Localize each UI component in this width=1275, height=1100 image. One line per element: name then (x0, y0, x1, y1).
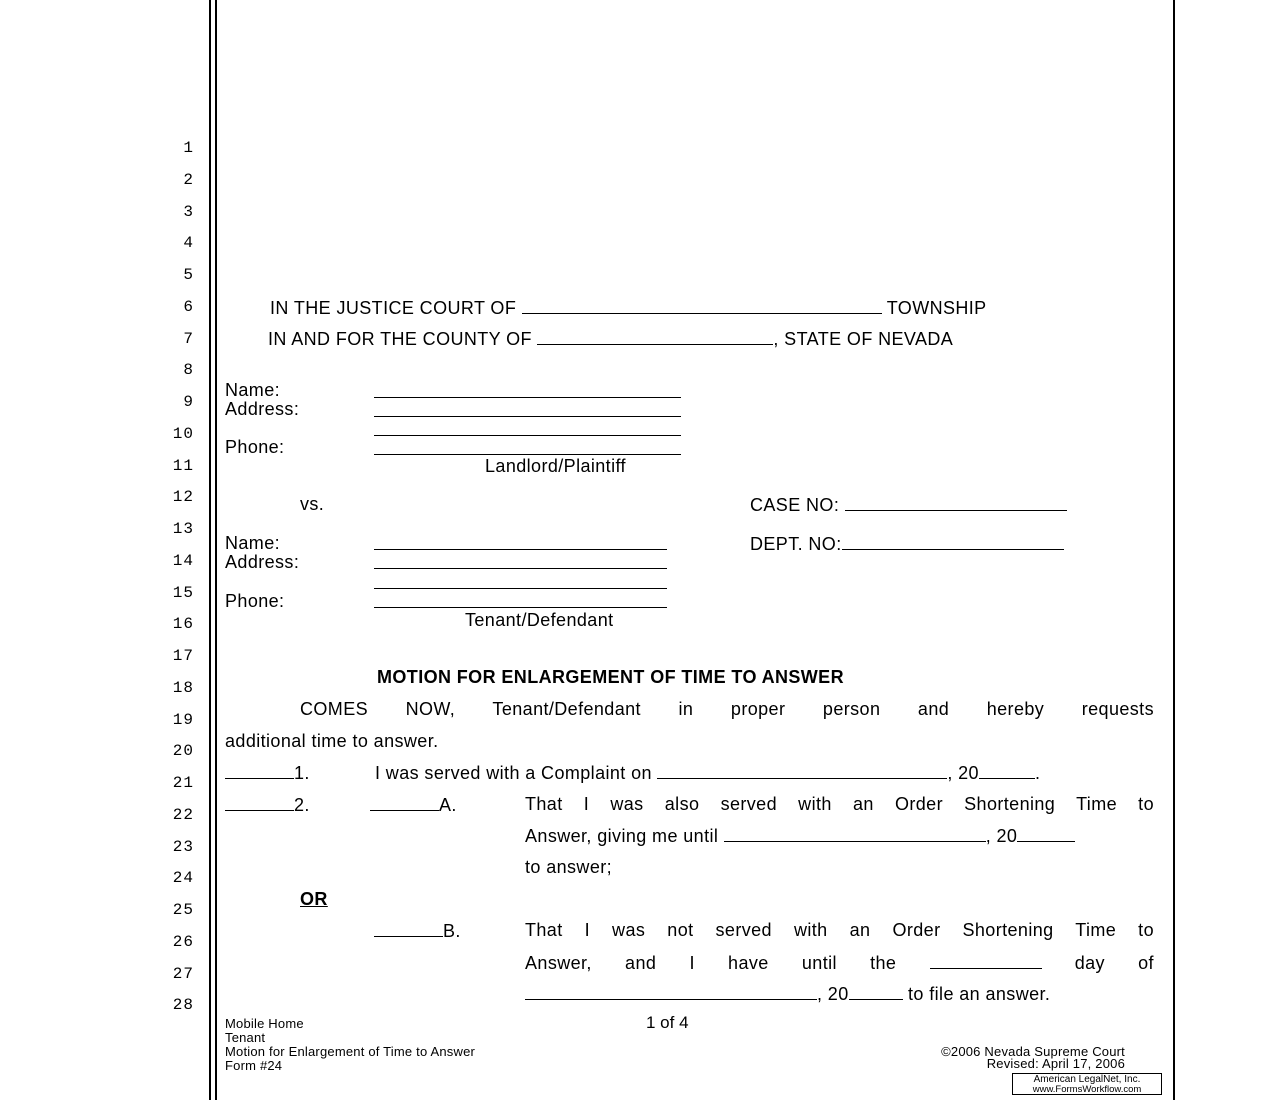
dept-no-blank[interactable] (842, 533, 1064, 550)
line-number: 27 (172, 964, 194, 983)
intro-line-1: COMES NOW, Tenant/Defendant in proper person and hereby requests (300, 699, 1154, 719)
line-number: 22 (172, 805, 194, 824)
ost-year-blank[interactable] (1017, 825, 1075, 842)
revised-date: Revised: April 17, 2006 (986, 1056, 1125, 1071)
item-2a-line-3: to answer; (525, 857, 613, 877)
item-2a-label (370, 794, 457, 816)
legalnet-badge[interactable] (1012, 1073, 1162, 1095)
line-number: 14 (172, 551, 194, 570)
defendant-name-blank[interactable] (374, 549, 667, 550)
defendant-address-blank-1[interactable] (374, 568, 667, 569)
line-number: 20 (172, 742, 194, 761)
b-word-2: and (625, 953, 657, 973)
line-number: 2 (183, 170, 194, 189)
complaint-date-blank[interactable] (657, 762, 947, 779)
footer-form-title: Motion for Enlargement of Time to Answer (225, 1044, 476, 1059)
versus: vs. (300, 494, 325, 514)
line-number: 5 (183, 266, 194, 284)
item-2-number (225, 794, 310, 816)
page-indicator: 1 of 4 (646, 1013, 689, 1032)
item-2b-end: to file an answer. (908, 984, 1051, 1004)
case-no-blank[interactable] (845, 494, 1067, 511)
b-word-6: the (870, 953, 897, 973)
item-1-text (375, 762, 1040, 784)
item-2a-line-1: That I was also served with an Order Shortening Time to (525, 794, 1154, 814)
item-1-num: 1. (294, 763, 310, 783)
plaintiff-name-label: Name: (225, 380, 281, 400)
ost-until-date-blank[interactable] (724, 825, 986, 842)
line-number: 3 (183, 202, 194, 221)
item-1-label: I was served with a Complaint on (375, 763, 652, 783)
line-number: 13 (172, 520, 194, 538)
b-word-4: have (728, 953, 769, 973)
item-1-year-prefix: , 20 (947, 763, 979, 783)
item-2a-letter: A. (439, 795, 457, 815)
item-2b-line-2 (525, 952, 1154, 974)
defendant-phone-label: Phone: (225, 591, 285, 611)
item-1-end: . (1034, 763, 1041, 783)
item-2a-line-2 (525, 825, 1075, 847)
line-number: 4 (183, 234, 194, 253)
case-no-label: CASE NO: (750, 495, 840, 515)
defendant-role: Tenant/Defendant (465, 610, 614, 630)
copyright: ©2006 Nevada Supreme Court (941, 1044, 1125, 1059)
answer-day-blank[interactable] (930, 952, 1042, 969)
plaintiff-phone-blank[interactable] (374, 454, 681, 455)
line-number: 9 (183, 393, 194, 411)
item-2a-check-blank[interactable] (370, 794, 439, 811)
county-prefix: IN AND FOR THE COUNTY OF (268, 329, 532, 349)
plaintiff-role: Landlord/Plaintiff (485, 456, 626, 476)
footer-form-party: Tenant (225, 1030, 266, 1045)
line-number: 23 (172, 837, 194, 856)
footer-form-category: Mobile Home (225, 1016, 304, 1031)
badge-company: American LegalNet, Inc. (1033, 1074, 1141, 1085)
township-blank[interactable] (522, 297, 882, 314)
b-word-day: day (1074, 953, 1105, 973)
footer-right (880, 1046, 1125, 1070)
county-blank[interactable] (537, 328, 773, 345)
item-2-num: 2. (294, 795, 310, 815)
line-number: 11 (172, 456, 194, 475)
item-2b-year-prefix: , 20 (817, 984, 849, 1004)
line-number: 8 (183, 361, 194, 380)
line-number: 19 (172, 710, 194, 729)
plaintiff-address-blank-1[interactable] (374, 416, 681, 417)
line-number: 16 (172, 615, 194, 634)
dept-no-label: DEPT. NO: (750, 534, 842, 554)
line-number: 18 (172, 678, 194, 697)
plaintiff-phone-label: Phone: (225, 437, 285, 457)
court-suffix: TOWNSHIP (886, 298, 987, 318)
footer-left (225, 1017, 475, 1073)
county-suffix: , STATE OF NEVADA (773, 329, 954, 349)
footer-form-number: Form #24 (225, 1058, 283, 1073)
line-number: 17 (172, 647, 194, 665)
document-title: MOTION FOR ENLARGEMENT OF TIME TO ANSWER (377, 667, 844, 687)
court-prefix: IN THE JUSTICE COURT OF (270, 298, 517, 318)
line-number: 12 (172, 488, 194, 507)
item-2a-year-prefix: , 20 (985, 826, 1018, 846)
plaintiff-address-blank-2[interactable] (374, 435, 681, 436)
plaintiff-name-blank[interactable] (374, 397, 681, 398)
line-number: 26 (172, 932, 194, 951)
line-number: 24 (172, 869, 194, 888)
line-number: 28 (172, 996, 194, 1015)
item-1-check-blank[interactable] (225, 762, 294, 779)
line-number: 15 (172, 583, 194, 602)
left-margin-rule-inner (215, 0, 217, 1100)
line-number: 10 (172, 424, 194, 443)
b-word-of: of (1138, 953, 1154, 973)
line-number: 6 (183, 297, 194, 316)
item-2-check-blank[interactable] (225, 794, 294, 811)
answer-year-blank[interactable] (849, 983, 903, 1000)
b-word-3: I (689, 953, 695, 973)
item-2b-line-3 (525, 983, 1050, 1005)
or-separator: OR (300, 889, 328, 909)
b-word-5: until (801, 953, 837, 973)
item-2a-line-2-prefix: Answer, giving me until (525, 826, 719, 846)
item-2b-letter: B. (443, 921, 461, 941)
court-line (270, 297, 987, 319)
item-2b-label (374, 920, 461, 942)
defendant-address-label: Address: (225, 552, 300, 572)
defendant-name-label: Name: (225, 533, 281, 553)
defendant-address-blank-2[interactable] (374, 588, 667, 589)
defendant-phone-blank[interactable] (374, 607, 667, 608)
complaint-year-blank[interactable] (979, 762, 1035, 779)
left-margin-rule-outer (209, 0, 211, 1100)
badge-url: www.FormsWorkflow.com (1032, 1084, 1142, 1095)
dept-no-line (750, 533, 1064, 555)
answer-month-blank[interactable] (525, 983, 817, 1000)
county-line (268, 328, 953, 350)
line-number: 21 (172, 774, 194, 792)
item-2b-line-1: That I was not served with an Order Shortening Time to (525, 920, 1154, 940)
item-2b-check-blank[interactable] (374, 920, 443, 937)
line-number: 1 (183, 139, 194, 157)
case-no-line (750, 494, 1067, 516)
right-margin-rule (1173, 0, 1175, 1100)
intro-line-2: additional time to answer. (225, 731, 439, 751)
line-number: 7 (183, 329, 194, 348)
plaintiff-address-label: Address: (225, 399, 300, 419)
b-word-1: Answer, (525, 953, 592, 973)
line-number: 25 (172, 901, 194, 919)
item-1-number (225, 762, 310, 784)
